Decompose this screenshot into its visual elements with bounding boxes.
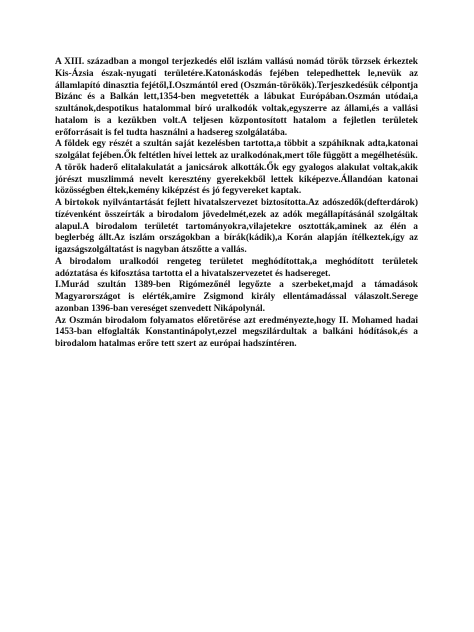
paragraph-2: A földek egy részét a szultán saját kezelésben tartotta,a többit a szpáhiknak adta,katonai szolgálat fejében.Ők feltétlen hívei lettek az uralkodónak,mert tőle függött a megélhetésük. xyxy=(55,139,418,161)
paragraph-6: I.Murád szultán 1389-ben Rigómezőnél legyőzte a szerbeket,majd a támadások Magyarországot is elérték,amire Zsigmond király ellentámadással válaszolt.Serege azonban 1396-ban vereséget szenvedett Nikápolynál. xyxy=(55,280,418,314)
paragraph-5: A birodalom uralkodói rengeteg területet meghódítottak,a meghódított területek adóztatása és kifosztása tartotta el a hivatalszervezetet és hadsereget. xyxy=(55,256,418,279)
document-body xyxy=(55,57,418,351)
paragraph-4: A birtokok nyilvántartását fejlett hivatalszervezet biztosította.Az adószedők(defterdárok) tízévenként összeírták a birodalom jövedelmét,ezek az adók megállapításánál szolgáltak alapul.A birodalom területét tartományokra,vilajetekre osztották,aminek az élén a beglerbég állt.Az iszlám országokban a bírák(kádik),a Korán alapján ítélkeztek,így az igazságszolgáltatást is nagyban átszőtte a vallás. xyxy=(55,198,418,255)
paragraph-3: A török haderő elitalakulatát a janicsárok alkották.Ők egy gyalogos alakulat voltak,akik jórészt muszlimmá nevelt keresztény gyerekekből lettek kiképezve.Állandóan katonai közösségben éltek,kemény kiképzést és jó fegyvereket kaptak. xyxy=(55,162,418,197)
paragraph-7: Az Oszmán birodalom folyamatos előretörése azt eredményezte,hogy II. Mohamed hadai 1453-ban elfoglalták Konstantinápolyt,ezzel megszilárdultak a balkáni hódítások,és a birodalom hatalmas erőre tett szert az európai hadszíntéren. xyxy=(55,315,418,349)
paragraph-1: A XIII. században a mongol terjezkedés elől iszlám vallású nomád török törzsek érkeztek Kis-Ázsia észak-nyugati területére.Katonáskodás fejében telepedhettek le,nevük az államlapító dinasztia fejétől,I.Oszmántól ered (Oszmán-törökök).Terjeszkedésük célpontja Bizánc és a Balkán lett,1354-ben megvetették a lábukat Európában.Oszmán utódai,a szultánok,despotikus hatalommal bíró uralkodók voltak,egyszerre az állami,és a vallási hatalom is a kezükben volt.A teljesen központosított hatalom a fejletlen területek erőforrásait is fel tudta használni a hadsereg szolgálatába. xyxy=(55,57,418,138)
